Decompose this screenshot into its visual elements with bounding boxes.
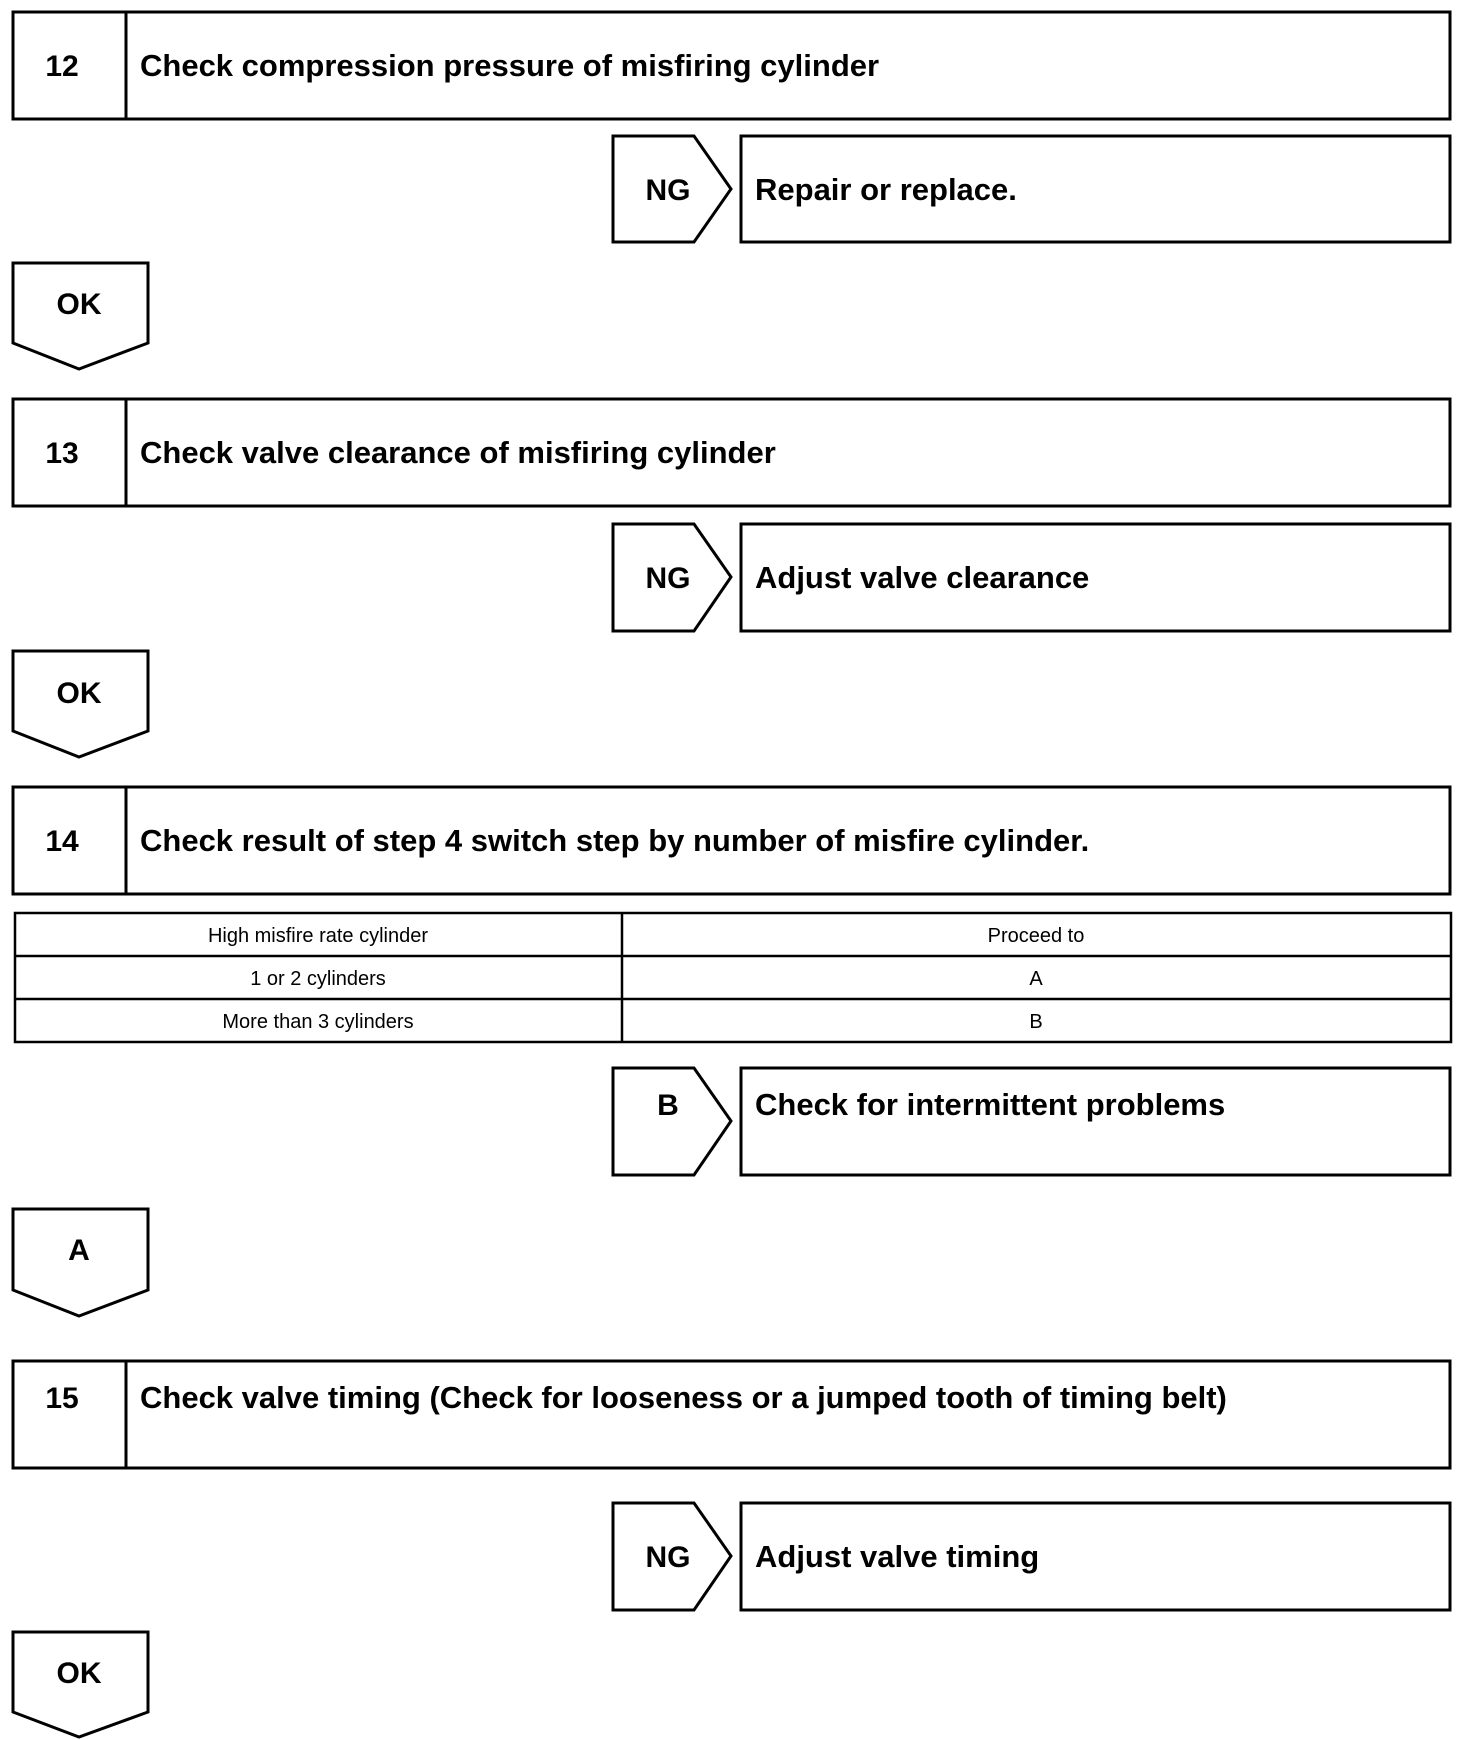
branch-ng-3	[613, 1503, 1450, 1610]
step-14	[13, 787, 1450, 894]
step-13-number: 13	[45, 437, 79, 470]
continue-ok-1	[13, 263, 148, 369]
continue-a	[13, 1209, 148, 1316]
step-12-number: 12	[45, 50, 79, 83]
table-header-cylinder: High misfire rate cylinder	[207, 925, 429, 947]
ok-1-tag: OK	[56, 288, 102, 321]
step-14-title: Check result of step 4 switch step by number of misfire cylinder.	[140, 823, 1090, 858]
table-row-2-cylinder: More than 3 cylinders	[222, 1011, 414, 1033]
step-14-number: 14	[45, 825, 79, 858]
b-action: Check for intermittent problems	[755, 1087, 1226, 1122]
ng-2-action: Adjust valve clearance	[755, 560, 1090, 595]
ng-3-action: Adjust valve timing	[755, 1539, 1040, 1574]
ok-3-tag: OK	[56, 1657, 102, 1690]
table-row-1-cylinder: 1 or 2 cylinders	[250, 968, 386, 990]
ng-1-tag: NG	[645, 174, 691, 207]
b-tag: B	[657, 1089, 679, 1122]
ok-2-tag: OK	[56, 677, 102, 710]
branch-ng-2	[613, 524, 1450, 631]
table-header-proceed: Proceed to	[987, 925, 1085, 947]
ng-3-tag: NG	[645, 1541, 691, 1574]
continue-ok-2	[13, 651, 148, 757]
branch-b	[613, 1068, 1450, 1175]
step-15-title: Check valve timing (Check for looseness or a jumped tooth of timing belt)	[140, 1380, 1227, 1415]
step-13-title: Check valve clearance of misfiring cylinder	[140, 435, 776, 470]
continue-ok-3	[13, 1632, 148, 1737]
step-12-title: Check compression pressure of misfiring cylinder	[140, 48, 880, 83]
table-row-1-proceed: A	[1029, 968, 1043, 990]
a-tag: A	[68, 1234, 90, 1267]
table-row-2-proceed: B	[1029, 1011, 1043, 1033]
ng-2-tag: NG	[645, 562, 691, 595]
ng-1-action: Repair or replace.	[755, 172, 1017, 207]
result-table	[15, 913, 1451, 1042]
step-15	[13, 1361, 1450, 1468]
step-12	[13, 12, 1450, 119]
step-15-number: 15	[45, 1382, 79, 1415]
branch-ng-1	[613, 136, 1450, 242]
step-13	[13, 399, 1450, 506]
